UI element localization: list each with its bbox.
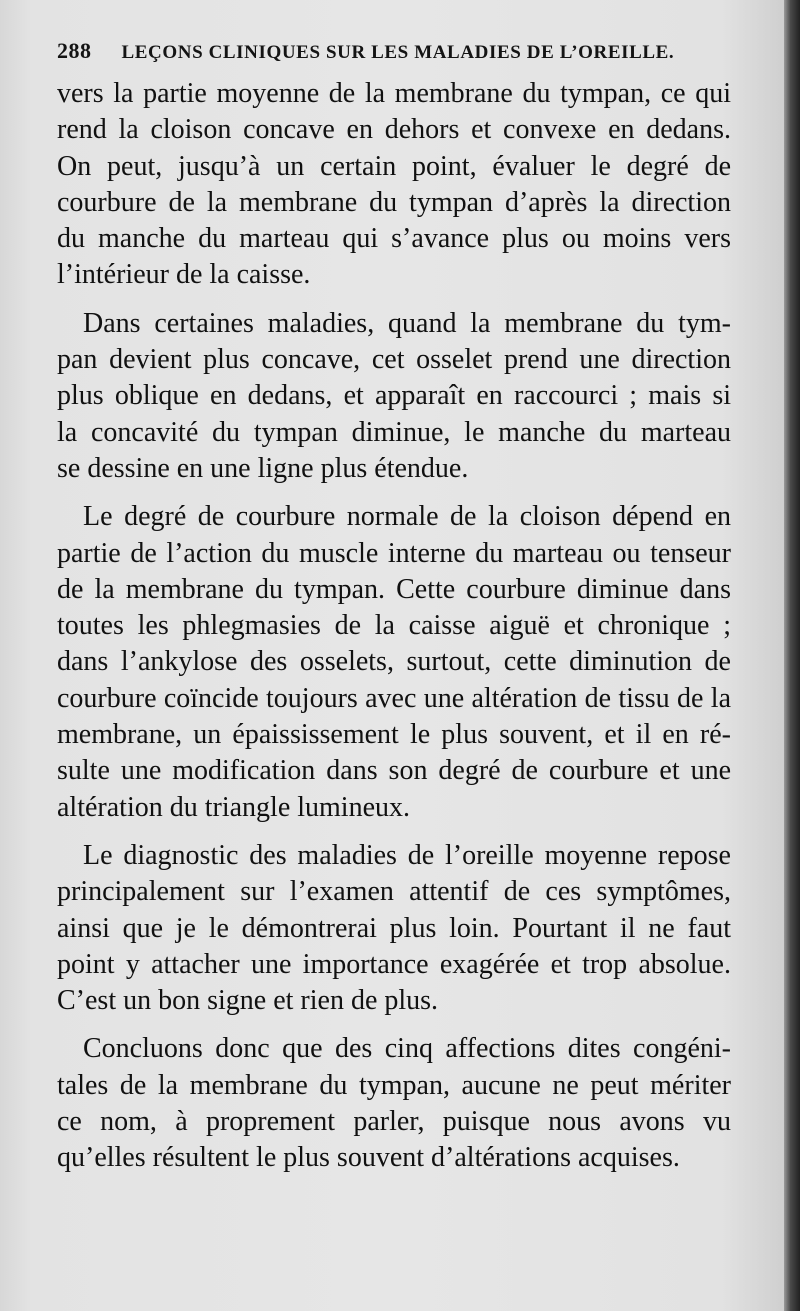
page-number: 288 [57,38,92,63]
body-text [57,76,731,1189]
text-line: pan devient plus concave, cet osselet prend une direction [57,344,731,376]
paragraph-5 [57,1031,731,1176]
paragraph-1 [57,76,731,294]
text-line: point y attacher une importance exagérée et trop absolue. [57,948,731,980]
text-line: courbure de la membrane du tympan d’après la direction [57,186,731,218]
page-edge-shadow [784,0,800,1311]
text-line: membrane, un épaississement le plus souvent, et il en ré- [57,719,731,751]
text-line: du manche du marteau qui s’avance plus ou moins vers [57,223,731,255]
text-line: plus oblique en dedans, et apparaît en raccourci ; mais si [57,380,731,412]
text-line: Concluons donc que des cinq affections dites congéni- [83,1033,731,1065]
text-line: tales de la membrane du tympan, aucune ne peut mériter [57,1069,731,1101]
text-line: partie de l’action du muscle interne du marteau ou tenseur [57,537,731,569]
text-line: dans l’ankylose des osselets, surtout, cette diminution de [57,646,731,678]
text-line: principalement sur l’examen attentif de ces symptômes, [57,876,731,908]
text-line: la concavité du tympan diminue, le manche du marteau [57,416,731,448]
text-line: toutes les phlegmasies de la caisse aiguë et chronique ; [57,610,731,642]
text-line: vers la partie moyenne de la membrane du tympan, ce qui [57,78,731,109]
page-header [57,38,727,64]
text-line: ainsi que je le démontrerai plus loin. Pourtant il ne faut [57,912,731,944]
text-line: rend la cloison concave en dehors et convexe en dedans. [57,114,731,146]
text-line: de la membrane du tympan. Cette courbure diminue dans [57,573,731,605]
text-line: altération du triangle lumineux. [57,791,411,823]
text-line: On peut, jusqu’à un certain point, évaluer le degré de [57,150,731,182]
paragraph-2 [57,306,731,487]
text-line: Dans certaines maladies, quand la membrane du tym- [83,307,731,339]
text-line: se dessine en une ligne plus étendue. [57,452,469,484]
running-title: LEÇONS CLINIQUES SUR LES MALADIES DE L’OREILLE. [121,42,675,63]
paragraph-3 [57,499,731,826]
text-line: C’est un bon signe et rien de plus. [57,985,439,1017]
paragraph-4 [57,838,731,1019]
text-line: sulte une modification dans son degré de courbure et une [57,755,731,787]
text-line: l’intérieur de la caisse. [57,259,311,291]
text-line: Le diagnostic des maladies de l’oreille moyenne repose [83,839,731,871]
text-line: qu’elles résultent le plus souvent d’altérations acquises. [57,1142,680,1174]
text-line: ce nom, à proprement parler, puisque nous avons vu [57,1106,731,1138]
text-line: Le degré de courbure normale de la cloison dépend en [83,501,731,533]
text-line: courbure coïncide toujours avec une altération de tissu de la [57,682,731,714]
